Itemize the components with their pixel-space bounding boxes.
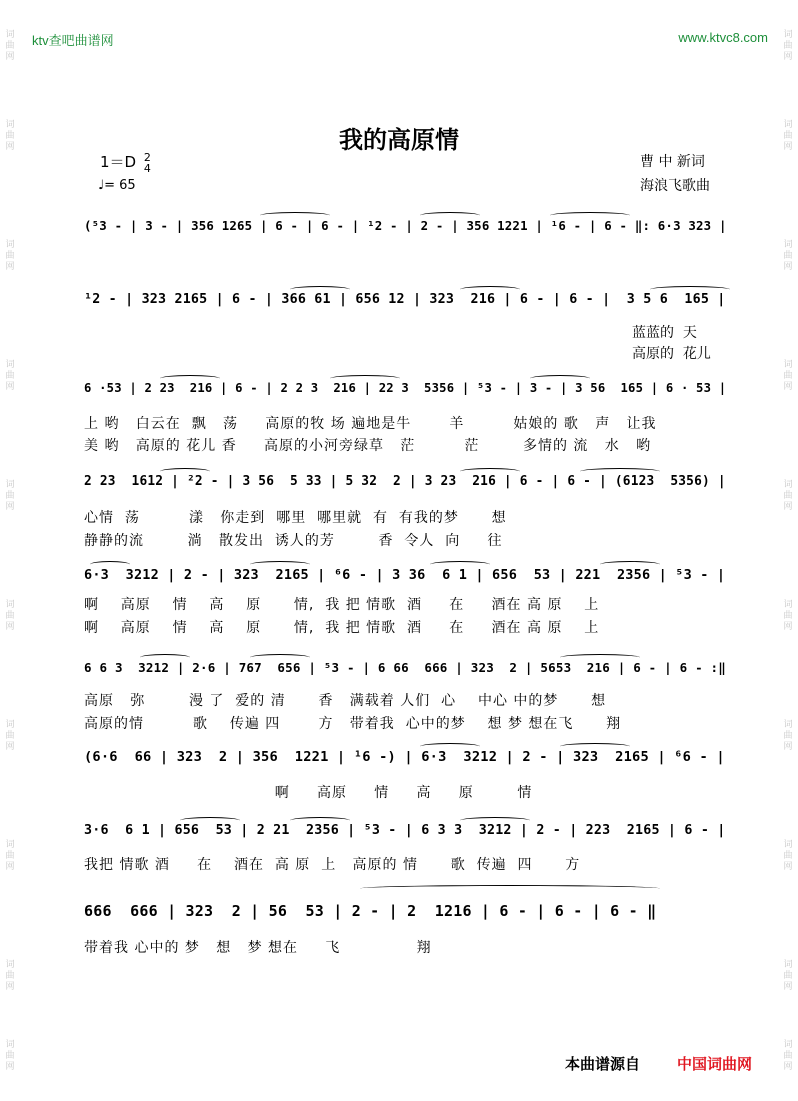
watermark-r-1: 词 曲 网: [783, 120, 793, 152]
footer-source-label: 本曲谱源自: [565, 1055, 641, 1073]
notation-line-4: 2 23 1612 | ²2 - | 3 56 5 33 | 5 32 2 | 3 23 216 | 6 - | 6 - | (6123 5356) |: [84, 474, 726, 489]
watermark-l-6: 词 曲 网: [5, 720, 15, 752]
watermark-r-7: 词 曲 网: [783, 840, 793, 872]
watermark-r-9: 词 曲 网: [783, 1040, 793, 1072]
notation-line-9: 666 666 | 323 2 | 56 53 | 2 - | 2 1216 | 6 - | 6 - | 6 - ‖: [84, 902, 657, 920]
slur-arc-5: [650, 286, 730, 293]
header-right-url[interactable]: www.ktvc8.com: [678, 30, 768, 45]
slur-arc-19: [420, 743, 480, 750]
time-signature: [144, 152, 151, 174]
lyric-line-5-1: 啊 高原 情 高 原 情, 我 把 情歌 酒 在 酒在 高 原 上: [84, 597, 600, 613]
lyric-line-2-2: 高原的 花儿: [632, 346, 711, 362]
watermark-l-2: 词 曲 网: [5, 240, 15, 272]
lyric-line-8-1: 我把 情歌 酒 在 酒在 高 原 上 高原的 情 歌 传遍 四 方: [84, 857, 581, 873]
slur-arc-17: [250, 654, 310, 661]
watermark-r-8: 词 曲 网: [783, 960, 793, 992]
lyric-line-5-2: 啊 高原 情 高 原 情, 我 把 情歌 酒 在 酒在 高 原 上: [84, 620, 600, 636]
lyric-line-7-1: 啊 高原 情 高 原 情: [84, 785, 533, 801]
watermark-l-8: 词 曲 网: [5, 960, 15, 992]
watermark-r-4: 词 曲 网: [783, 480, 793, 512]
slur-arc-24: [360, 885, 660, 892]
slur-arc-18: [560, 654, 640, 661]
lyric-line-4-2: 静静的流 淌 散发出 诱人的芳 香 令人 向 往: [84, 533, 503, 549]
tempo-mark: ♩= 65: [98, 178, 136, 193]
watermark-l-0: 词 曲 网: [5, 30, 15, 62]
watermark-l-9: 词 曲 网: [5, 1040, 15, 1072]
watermark-l-7: 词 曲 网: [5, 840, 15, 872]
lyric-line-6-1: 高原 弥 漫 了 爱的 清 香 满载着 人们 心 中心 中的梦 想: [84, 693, 607, 709]
notation-line-2: ¹2 - | 323 2165 | 6 - | 366 61 | 656 12 | 323 216 | 6 - | 6 - | 3 5 6 165 |: [84, 292, 726, 307]
slur-arc-3: [290, 286, 350, 293]
notation-line-5: 6·3 3212 | 2 - | 323 2165 | ⁶6 - | 3 36 6 1 | 656 53 | 221 2356 | ⁵3 - |: [84, 567, 726, 583]
lyric-line-2-1: 蓝蓝的 天: [632, 325, 697, 341]
slur-arc-9: [160, 468, 210, 475]
slur-arc-6: [160, 375, 220, 382]
header-left-site: ktv查吧曲谱网: [32, 33, 114, 48]
watermark-r-2: 词 曲 网: [783, 240, 793, 272]
watermark-r-3: 词 曲 网: [783, 360, 793, 392]
watermark-l-3: 词 曲 网: [5, 360, 15, 392]
watermark-r-5: 词 曲 网: [783, 600, 793, 632]
meter-bottom: 4: [143, 161, 151, 175]
notation-line-6: 6 6 3 3212 | 2·6 | 767 656 | ⁵3 - | 6 66 666 | 323 2 | 5653 216 | 6 - | 6 - :‖: [84, 660, 727, 675]
slur-arc-13: [250, 561, 310, 568]
slur-arc-23: [460, 817, 530, 824]
lyric-line-6-2: 高原的情 歌 传遍 四 方 带着我 心中的梦 想 梦 想在飞 翔: [84, 716, 622, 732]
slur-arc-22: [290, 817, 350, 824]
slur-arc-7: [330, 375, 400, 382]
slur-arc-4: [460, 286, 520, 293]
notation-line-8: 3·6 6 1 | 656 53 | 2 21 2356 | ⁵3 - | 6 3 3 3212 | 2 - | 223 2165 | 6 - |: [84, 823, 726, 838]
notation-line-1: (⁵3 - | 3 - | 356 1265 | 6 - | 6 - | ¹2 - | 2 - | 356 1221 | ¹6 - | 6 - ‖: 6·3 323 |: [84, 218, 727, 233]
slur-arc-16: [140, 654, 190, 661]
lyric-line-3-1: 上 哟 白云在 飘 荡 高原的牧 场 遍地是牛 羊 姑娘的 歌 声 让我: [84, 416, 657, 432]
slur-arc-0: [260, 212, 330, 219]
slur-arc-8: [530, 375, 590, 382]
footer-source-site[interactable]: 中国词曲网: [677, 1055, 753, 1073]
watermark-l-1: 词 曲 网: [5, 120, 15, 152]
lyric-line-3-2: 美 哟 高原的 花儿 香 高原的小河旁绿草 茫 茫 多情的 流 水 哟: [84, 438, 652, 454]
slur-arc-15: [600, 561, 660, 568]
slur-arc-11: [580, 468, 660, 475]
notation-line-7: (6·6 66 | 323 2 | 356 1221 | ¹6 -) | 6·3 3212 | 2 - | 323 2165 | ⁶6 - |: [84, 749, 725, 765]
watermark-l-5: 词 曲 网: [5, 600, 15, 632]
slur-arc-14: [430, 561, 490, 568]
watermark-l-4: 词 曲 网: [5, 480, 15, 512]
lyric-line-9-1: 带着我 心中的 梦 想 梦 想在 飞 翔: [84, 940, 432, 956]
key-text: 1＝D: [100, 153, 137, 171]
meter-top: 2: [143, 150, 151, 164]
lyricist-credit: 曹 中 新词: [640, 154, 705, 170]
song-title: 我的高原情: [339, 126, 459, 154]
slur-arc-12: [90, 561, 130, 568]
watermark-r-6: 词 曲 网: [783, 720, 793, 752]
lyric-line-4-1: 心情 荡 漾 你走到 哪里 哪里就 有 有我的梦 想: [84, 510, 507, 526]
key-signature: [100, 151, 151, 174]
slur-arc-21: [180, 817, 240, 824]
composer-credit: 海浪飞歌曲: [640, 178, 710, 194]
slur-arc-20: [560, 743, 630, 750]
slur-arc-1: [420, 212, 480, 219]
slur-arc-10: [460, 468, 520, 475]
slur-arc-2: [550, 212, 630, 219]
watermark-r-0: 词 曲 网: [783, 30, 793, 62]
notation-line-3: 6 ·53 | 2 23 216 | 6 - | 2 2 3 216 | 22 3 5356 | ⁵3 - | 3 - | 3 56 165 | 6 · 53 |: [84, 381, 727, 395]
